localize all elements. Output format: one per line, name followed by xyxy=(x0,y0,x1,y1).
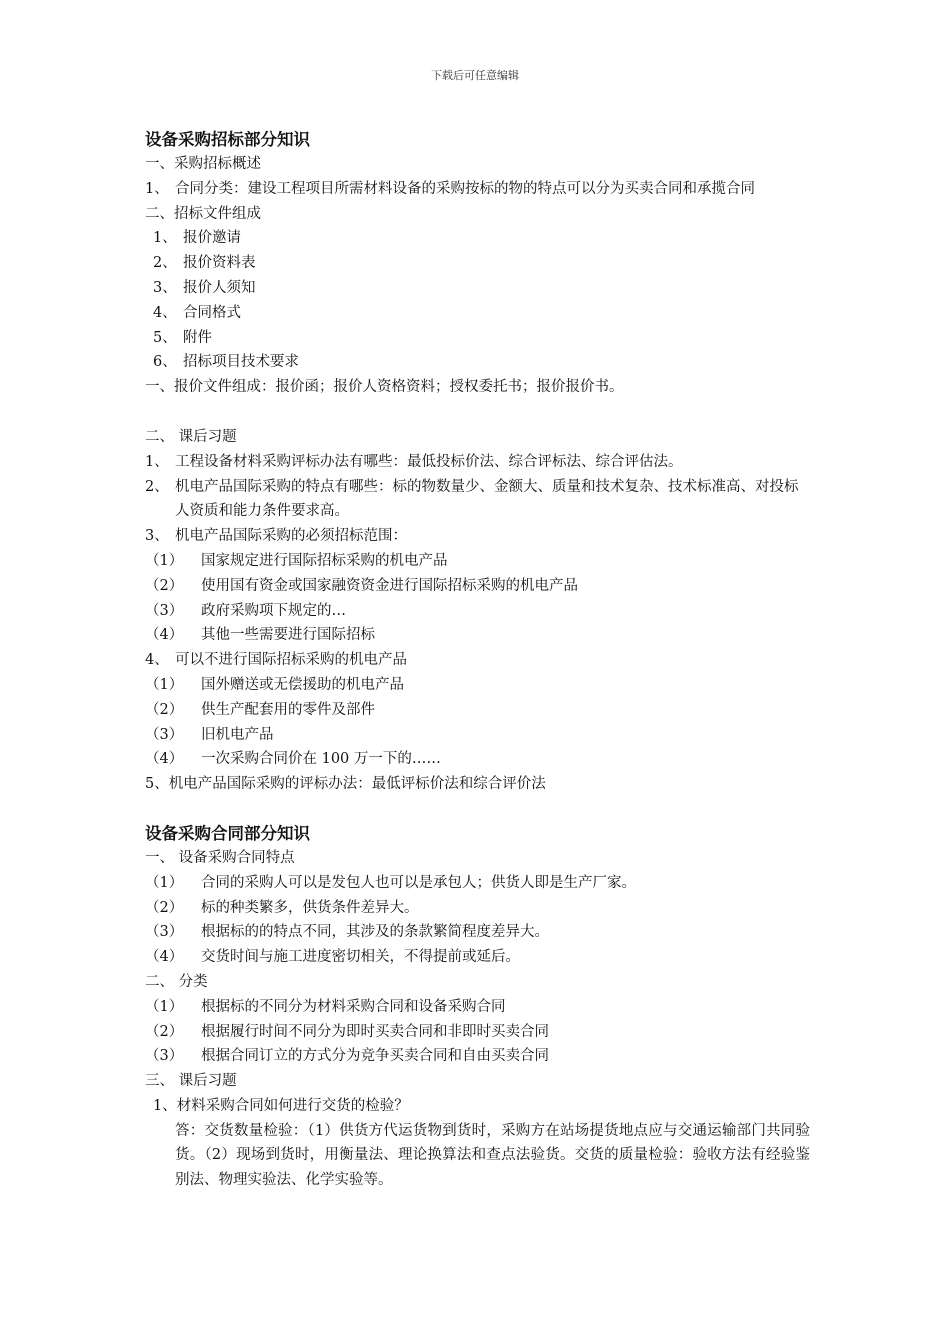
tender-doc-item xyxy=(145,326,810,351)
category-item xyxy=(145,995,810,1020)
feature-item xyxy=(145,871,810,896)
sub-item-number: （3） xyxy=(145,924,184,941)
sub-item-number: （1） xyxy=(145,676,184,693)
item-text: 合同格式 xyxy=(183,304,241,321)
sub-item-text: 根据标的的特点不同，其涉及的条款繁简程度差异大。 xyxy=(201,924,549,941)
sub-item-number: （2） xyxy=(145,1023,184,1040)
quote-docs-composition: 一、报价文件组成：报价函；报价人资格资料；授权委托书；报价报价书。 xyxy=(145,379,624,396)
section1-heading-tender-docs: 二、招标文件组成 xyxy=(145,205,261,222)
feature-item xyxy=(145,920,810,945)
item-text: 机电产品国际采购的必须招标范围： xyxy=(175,528,407,545)
sub-item-number: （1） xyxy=(145,874,184,891)
exercise-item: 5、机电产品国际采购的评标办法：最低评标价法和综合评价法 xyxy=(145,776,546,793)
sub-item-number: （4） xyxy=(145,751,184,768)
item-number: 2、 xyxy=(145,478,169,495)
section2-heading-categories: 二、 分类 xyxy=(145,973,208,990)
sub-item-text: 交货时间与施工进度密切相关，不得提前或延后。 xyxy=(201,949,520,966)
sub-item-text: 根据合同订立的方式分为竞争买卖合同和自由买卖合同 xyxy=(201,1048,549,1065)
item-number: 5、 xyxy=(153,329,177,346)
page-header: 下载后可任意编辑 xyxy=(431,69,519,82)
sub-item-number: （2） xyxy=(145,577,184,594)
spacer xyxy=(145,400,810,425)
section2-heading-features: 一、 设备采购合同特点 xyxy=(145,849,295,866)
exercise-answer: 答：交货数量检验：（1）供货方代运货物到货时，采购方在站场提货地点应与交通运输部门共同验货。（2）现场到货时，用衡量法、理论换算法和查点法验货。交货的质量检验：验收方法有经验鉴别法、物理实验法、化学实验等。 xyxy=(175,1122,810,1189)
sub-item-text: 供生产配套用的零件及部件 xyxy=(201,701,375,718)
item-text: 工程设备材料采购评标办法有哪些：最低投标价法、综合评标法、综合评估法。 xyxy=(175,453,683,470)
section1-title: 设备采购招标部分知识 xyxy=(145,130,310,149)
tender-doc-item xyxy=(145,276,810,301)
item-number: 3、 xyxy=(153,279,177,296)
document-body xyxy=(145,128,810,1193)
item-text: 机电产品国际采购的特点有哪些：标的物数量少、金额大、质量和技术复杂、技术标准高、对投标人资质和能力条件要求高。 xyxy=(175,478,799,520)
exercise-item xyxy=(145,475,810,525)
sub-item xyxy=(145,698,810,723)
item-number: 1、 xyxy=(145,180,169,197)
exercise-item xyxy=(145,648,810,673)
spacer xyxy=(145,797,810,822)
sub-item-text: 其他一些需要进行国际招标 xyxy=(201,627,375,644)
item-text: 报价资料表 xyxy=(183,255,256,272)
sub-item-text: 旧机电产品 xyxy=(201,726,274,743)
item-text: 可以不进行国际招标采购的机电产品 xyxy=(175,652,407,669)
section2-title: 设备采购合同部分知识 xyxy=(145,823,310,843)
sub-item-text: 国家规定进行国际招标采购的机电产品 xyxy=(201,552,448,569)
item-number: 4、 xyxy=(145,652,169,669)
item-text: 合同分类：建设工程项目所需材料设备的采购按标的物的特点可以分为买卖合同和承揽合同 xyxy=(175,180,755,197)
sub-item xyxy=(145,549,810,574)
sub-item xyxy=(145,574,810,599)
sub-item-text: 标的种类繁多，供货条件差异大。 xyxy=(201,899,419,916)
item-number: 2、 xyxy=(153,255,177,272)
sub-item-text: 合同的采购人可以是发包人也可以是承包人；供货人即是生产厂家。 xyxy=(201,874,636,891)
category-item xyxy=(145,1020,810,1045)
item-number: 1、 xyxy=(153,230,177,247)
tender-doc-item xyxy=(145,350,810,375)
sub-item-number: （2） xyxy=(145,899,184,916)
sub-item-text: 政府采购项下规定的… xyxy=(201,602,346,619)
contract-classification-item xyxy=(145,177,810,202)
section2-heading-exercises: 三、 课后习题 xyxy=(145,1073,237,1090)
exercise-item xyxy=(145,524,810,549)
sub-item-number: （1） xyxy=(145,552,184,569)
section1-heading-overview: 一、采购招标概述 xyxy=(145,156,261,172)
item-number: 4、 xyxy=(153,304,177,321)
section1-heading-exercises: 二、 课后习题 xyxy=(145,428,237,445)
item-number: 6、 xyxy=(153,354,177,371)
tender-doc-item xyxy=(145,301,810,326)
sub-item xyxy=(145,747,810,772)
sub-item xyxy=(145,623,810,648)
category-item xyxy=(145,1044,810,1069)
item-text: 报价邀请 xyxy=(183,230,241,247)
exercise-item xyxy=(145,450,810,475)
item-text: 报价人须知 xyxy=(183,279,256,296)
sub-item-number: （4） xyxy=(145,949,184,966)
sub-item-number: （3） xyxy=(145,602,184,619)
tender-doc-item xyxy=(145,251,810,276)
sub-item-text: 根据标的不同分为材料采购合同和设备采购合同 xyxy=(201,998,506,1015)
sub-item-number: （2） xyxy=(145,701,184,718)
item-text: 招标项目技术要求 xyxy=(183,354,299,371)
sub-item-number: （4） xyxy=(145,627,184,644)
exercise-question: 1、材料采购合同如何进行交货的检验？ xyxy=(153,1097,409,1114)
sub-item xyxy=(145,599,810,624)
item-number: 3、 xyxy=(145,528,169,545)
sub-item-number: （3） xyxy=(145,726,184,743)
sub-item xyxy=(145,673,810,698)
feature-item xyxy=(145,945,810,970)
feature-item xyxy=(145,896,810,921)
sub-item-text: 根据履行时间不同分为即时买卖合同和非即时买卖合同 xyxy=(201,1023,549,1040)
item-text: 附件 xyxy=(183,329,212,346)
sub-item-text: 一次采购合同价在 100 万一下的…… xyxy=(201,751,441,768)
tender-doc-item xyxy=(145,226,810,251)
sub-item-number: （3） xyxy=(145,1048,184,1065)
sub-item-text: 国外赠送或无偿援助的机电产品 xyxy=(201,676,404,693)
sub-item-text: 使用国有资金或国家融资资金进行国际招标采购的机电产品 xyxy=(201,577,578,594)
item-number: 1、 xyxy=(145,453,169,470)
sub-item-number: （1） xyxy=(145,998,184,1015)
sub-item xyxy=(145,723,810,748)
